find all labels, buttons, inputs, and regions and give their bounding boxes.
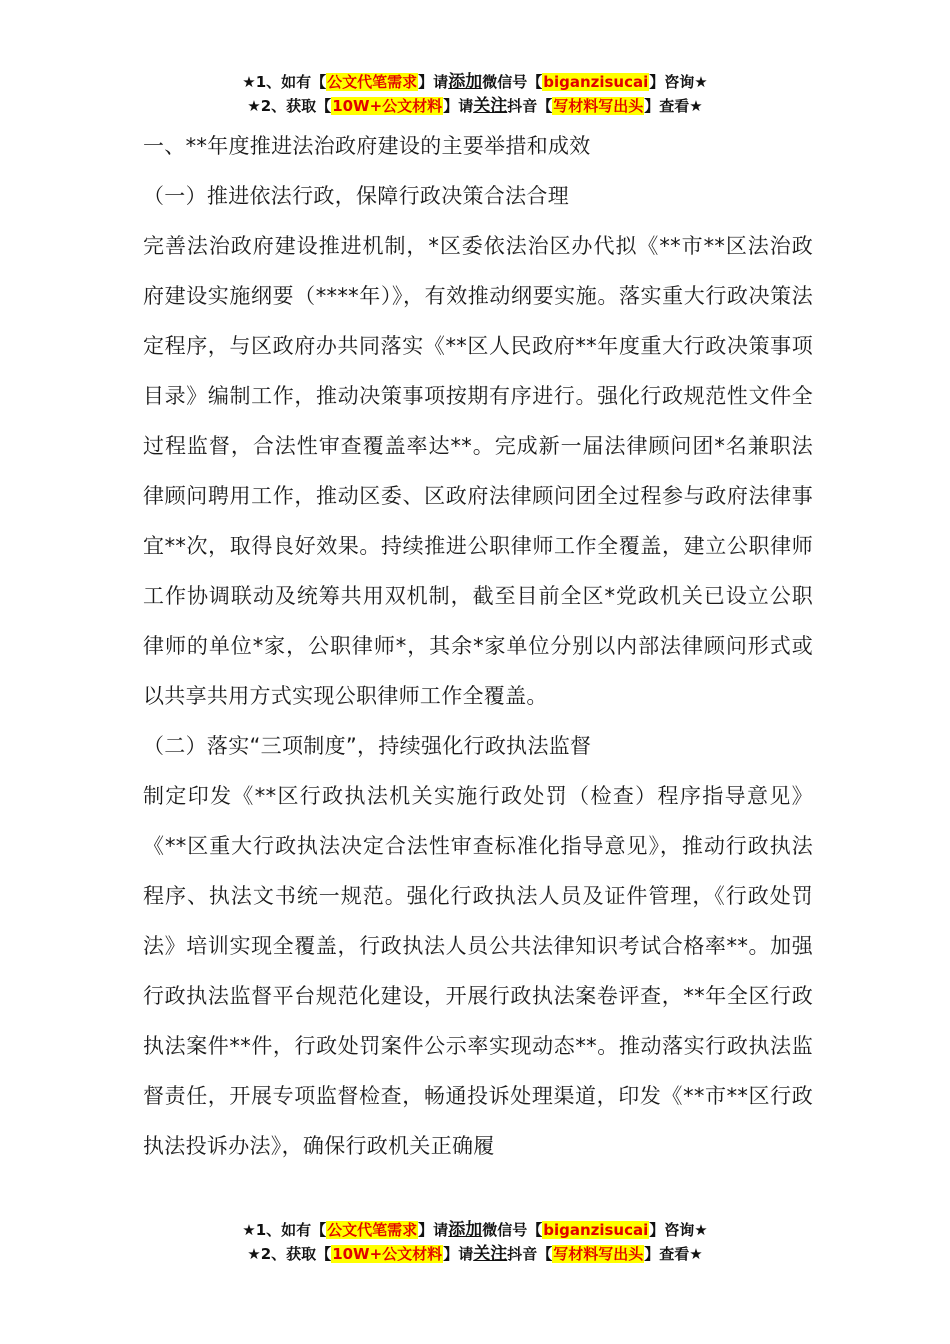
- banner-text: 微信号【: [482, 1221, 543, 1239]
- highlight-wechat-id: biganzisucai: [543, 73, 649, 91]
- banner-line-1: [0, 70, 950, 94]
- emphasis-text: 关注: [473, 96, 508, 116]
- emphasis-text: 关注: [473, 1244, 508, 1264]
- banner-text: 】咨询★: [649, 73, 708, 91]
- banner-text: 抖音【: [507, 1245, 553, 1263]
- banner-line-2: [0, 1242, 950, 1266]
- highlight-service: 公文代笔需求: [327, 1221, 418, 1239]
- highlight-douyin-id: 写材料写出头: [553, 97, 644, 115]
- section-1-paragraph: 完善法治政府建设推进机制，*区委依法治区办代拟《**市**区法治政府建设实施纲要（****年）》，有效推动纲要实施。落实重大行政决策法定程序，与区政府办共同落实《**区人民政府**年度重大行政决策事项目录》编制工作，推动决策事项按期有序进行。强化行政规范性文件全过程监督，合法性审查覆盖率达**。完成新一届法律顾问团*名兼职法律顾问聘用工作，推动区委、区政府法律顾问团全过程参与政府法律事宜**次，取得良好效果。持续推进公职律师工作全覆盖，建立公职律师工作协调联动及统筹共用双机制，截至目前全区*党政机关已设立公职律师的单位*家，公职律师*，其余*家单位分别以内部法律顾问形式或以共享共用方式实现公职律师工作全覆盖。: [143, 234, 813, 708]
- banner-text: 】查看★: [644, 1245, 703, 1263]
- bottom-banner: [0, 1218, 950, 1266]
- highlight-materials: 10W+公文材料: [332, 97, 443, 115]
- top-banner: [0, 70, 950, 118]
- highlight-materials: 10W+公文材料: [332, 1245, 443, 1263]
- banner-text: 抖音【: [507, 97, 553, 115]
- banner-text: 】请: [443, 1245, 474, 1263]
- banner-text: 】请: [418, 1221, 449, 1239]
- section-2-title: （二）落实“三项制度”，持续强化行政执法监督: [143, 734, 592, 758]
- section-2-paragraph: 制定印发《**区行政执法机关实施行政处罚（检查）程序指导意见》《**区重大行政执法决定合法性审查标准化指导意见》，推动行政执法程序、执法文书统一规范。强化行政执法人员及证件管理，《行政处罚法》培训实现全覆盖，行政执法人员公共法律知识考试合格率**。加强行政执法监督平台规范化建设，开展行政执法案卷评查，**年全区行政执法案件**件，行政处罚案件公示率实现动态**。推动落实行政执法监督责任，开展专项监督检查，畅通投诉处理渠道，印发《**市**区行政执法投诉办法》，确保行政机关正确履: [143, 784, 813, 1158]
- banner-line-2: [0, 94, 950, 118]
- banner-text: ★2、获取【: [247, 1245, 332, 1263]
- banner-text: ★1、如有【: [242, 1221, 327, 1239]
- highlight-service: 公文代笔需求: [327, 73, 418, 91]
- banner-text: ★2、获取【: [247, 97, 332, 115]
- banner-text: 】咨询★: [649, 1221, 708, 1239]
- banner-text: 微信号【: [482, 73, 543, 91]
- banner-line-1: [0, 1218, 950, 1242]
- banner-text: 】请: [443, 97, 474, 115]
- banner-text: ★1、如有【: [242, 73, 327, 91]
- emphasis-text: 添加: [448, 72, 483, 92]
- section-1-title: （一）推进依法行政，保障行政决策合法合理: [143, 184, 569, 208]
- document-heading: 一、**年度推进法治政府建设的主要举措和成效: [143, 134, 591, 158]
- highlight-wechat-id: biganzisucai: [543, 1221, 649, 1239]
- emphasis-text: 添加: [448, 1220, 483, 1240]
- document-body: [143, 121, 813, 1171]
- banner-text: 】请: [418, 73, 449, 91]
- highlight-douyin-id: 写材料写出头: [553, 1245, 644, 1263]
- banner-text: 】查看★: [644, 97, 703, 115]
